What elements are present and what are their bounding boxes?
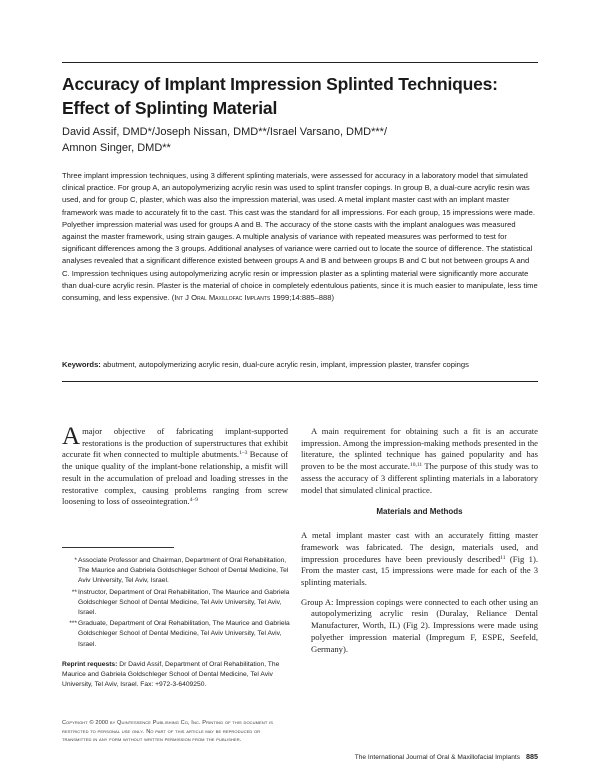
keywords-label: Keywords: bbox=[62, 360, 101, 369]
page-number: 885 bbox=[526, 752, 538, 761]
body-paragraph bbox=[301, 426, 538, 496]
page-footer bbox=[301, 752, 538, 763]
copyright-notice: Copyright © 2000 by Quintessence Publishing Co, Inc. Printing of this document is restricted to personal use only. No part of this article may be reproduced or transmitted in any form without written permission from the publisher. bbox=[62, 720, 273, 744]
intro-text: major objective of fabricating implant-supported restorations is the production of superstructures that exhibit accurate fit when connected to multiple abutments. bbox=[62, 426, 288, 460]
footnote-rule bbox=[62, 547, 174, 548]
top-rule bbox=[62, 62, 538, 63]
reprint-text: Dr David Assif, Department of Oral Rehabilitation, The Maurice and Gabriela Goldschleger School of Dental Medicine, Tel Aviv University, Tel Aviv, Israel. Fax: +972-3-6409250. bbox=[62, 661, 280, 689]
footnote-text: Instructor, Department of Oral Rehabilitation, The Maurice and Gabriela Goldschleger School of Dental Medicine, Tel Aviv University, Tel Aviv, Israel. bbox=[78, 588, 290, 617]
footnote-text: Associate Professor and Chairman, Department of Oral Rehabilitation, The Maurice and Gabriela Goldschleger School of Dental Medicine, Tel Aviv University, Tel Aviv, Israel. bbox=[78, 557, 289, 585]
authors-line-1: David Assif, DMD*/Joseph Nissan, DMD**/Israel Varsano, DMD***/ bbox=[62, 126, 388, 138]
body-text: A metal implant master cast with an accurately fitting master framework was fabricated. The design, materials used, and impression procedures have been previously described bbox=[301, 530, 538, 564]
footnote-text: Graduate, Department of Oral Rehabilitation, The Maurice and Gabriela Goldschleger School of Dental Medicine, Tel Aviv University, Tel Aviv, Israel. bbox=[78, 620, 290, 648]
reprint-requests bbox=[62, 660, 290, 691]
intro-ref-1: 1–3 bbox=[239, 450, 248, 457]
ref-superscript: 11 bbox=[500, 554, 506, 561]
abstract bbox=[62, 170, 538, 304]
keywords bbox=[62, 359, 542, 371]
footnote-mark: *** bbox=[69, 620, 77, 628]
footnote-mark: * bbox=[74, 557, 77, 564]
footnote bbox=[62, 619, 292, 650]
abstract-text: Three implant impression techniques, using 3 different splinting materials, were assessed for accuracy in a laboratory model that simulated clinical practice. For group A, an autopolymerizing acrylic resin was used to splint transfer copings. In group B, a dual-cure acrylic resin was used, and for group C, plaster, which was also the impression material, was used. A metal implant master cast with an implant master framework was made to accurately fit to the cast. This cast was the standard for all impressions. For each group, 15 impressions were made. Polyether impression material was used for groups A and B. The accuracy of the stone casts with the implant analogues was measured against the master framework, using strain gauges. A multiple analysis of variance with repeated measures was performed to test for significant differences among the 3 groups. Additional analyses of variance were carried out to locate the source of difference. The statistical analyses revealed that a significant difference existed between groups A and B and between groups B and C but not between groups A and C. Impression techniques using autopolymerizing acrylic resin or impression plaster as a splinting material were significantly more accurate than dual-cure acrylic resin. Plaster is the material of choice in completely edentulous patients, since it is much easier to manipulate, less time consuming, and less expensive. bbox=[62, 171, 538, 303]
intro-paragraph bbox=[62, 423, 288, 508]
group-a-paragraph: Group A: Impression copings were connected to each other using an autopolymerizing acrylic resin (Duralay, Reliance Dental Manufacturer, Worth, IL) (Fig 2). Impressions were made using polyether impression material (Impregum F, ESPE, Seefeld, Germany). bbox=[301, 596, 538, 654]
section-rule bbox=[62, 381, 538, 382]
drop-cap: A bbox=[62, 423, 81, 450]
section-heading: Materials and Methods bbox=[376, 507, 463, 517]
footnote bbox=[62, 556, 292, 587]
ref-superscript: 10,11 bbox=[409, 462, 423, 469]
intro-text-cont: Because of the unique quality of the implant-bone relationship, a misfit will result in the accumulation of preload and loading stresses in the restorative complex, causing problems ranging from screw loosening to loss of osseointegration. bbox=[62, 449, 288, 507]
reprint-label: Reprint requests: bbox=[62, 661, 118, 668]
footnote-mark: ** bbox=[71, 588, 77, 596]
body-text: The purpose of this study was to assess the accuracy of 3 different splinting materials in a laboratory model that simulated clinical practice. bbox=[301, 461, 538, 495]
intro-ref-2: 4–9 bbox=[189, 497, 198, 504]
body-text: (Fig 1). From the master cast, 15 impressions were made for each of the 3 splinting materials. bbox=[301, 553, 538, 588]
keywords-list: abutment, autopolymerizing acrylic resin, dual-cure acrylic resin, implant, impression plaster, transfer copings bbox=[102, 360, 469, 369]
journal-citation: (Int J Oral Maxillofac Implants 1999;14:885–888) bbox=[171, 293, 334, 303]
author-list bbox=[62, 124, 542, 156]
journal-name: The International Journal of Oral & Maxillofacial Implants bbox=[354, 754, 520, 761]
right-column bbox=[301, 426, 538, 655]
authors-line-2: Amnon Singer, DMD** bbox=[62, 142, 171, 154]
methods-paragraph bbox=[301, 530, 538, 589]
author-footnotes bbox=[62, 556, 292, 651]
footnote bbox=[62, 588, 292, 619]
article-title: Accuracy of Implant Impression Splinted Techniques: Effect of Splinting Material bbox=[62, 74, 498, 118]
body-text: A main requirement for obtaining such a fit is an accurate impression. Among the impression-making methods presented in the literature, the splinted technique has gained popularity and has proven to be the most accurate. bbox=[301, 426, 538, 472]
